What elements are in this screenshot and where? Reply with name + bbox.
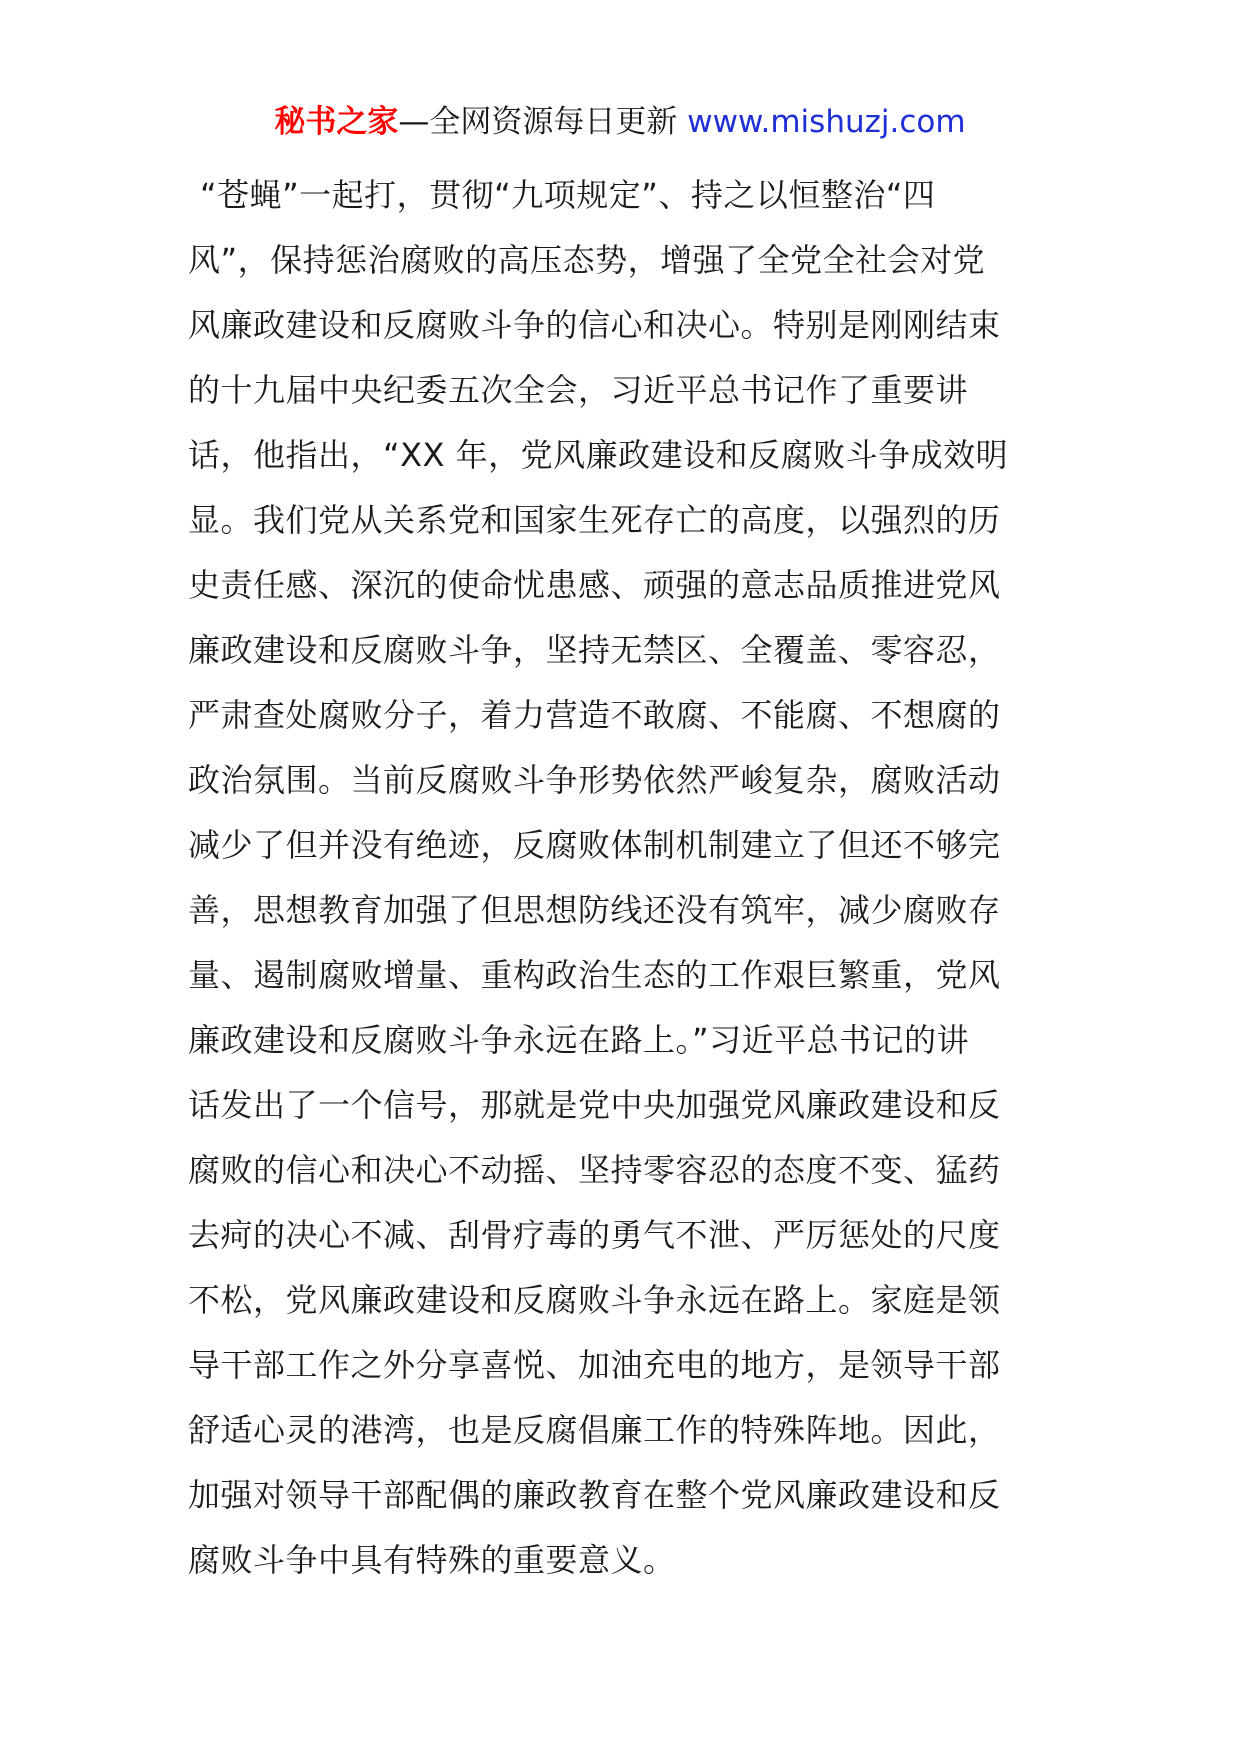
text-line: 史责任感、深沉的使命忧患感、顽强的意志品质推进党风 (188, 566, 1001, 604)
site-url-link[interactable]: www.mishuzj.com (687, 104, 966, 140)
text-line: 去疴的决心不减、刮骨疗毒的勇气不泄、严厉惩处的尺度 (188, 1216, 1001, 1254)
text-line: 量、遏制腐败增量、重构政治生态的工作艰巨繁重，党风 (188, 956, 1001, 994)
text-line: 政治氛围。当前反腐败斗争形势依然严峻复杂，腐败活动 (188, 761, 1001, 799)
text-line: 加强对领导干部配偶的廉政教育在整个党风廉政建设和反 (188, 1476, 1001, 1514)
text-line: 导干部工作之外分享喜悦、加油充电的地方，是领导干部 (188, 1346, 1001, 1384)
text-line: 话，他指出，“XX 年，党风廉政建设和反腐败斗争成效明 (188, 436, 1009, 474)
text-line: 廉政建设和反腐败斗争永远在路上。”习近平总书记的讲 (188, 1021, 970, 1059)
text-line: 腐败的信心和决心不动摇、坚持零容忍的态度不变、猛药 (188, 1151, 1001, 1189)
text-line: 严肃查处腐败分子，着力营造不敢腐、不能腐、不想腐的 (188, 696, 1001, 734)
text-line: 廉政建设和反腐败斗争，坚持无禁区、全覆盖、零容忍， (188, 631, 1001, 669)
site-brand: 秘书之家 (274, 104, 399, 140)
text-line: 显。我们党从关系党和国家生死存亡的高度，以强烈的历 (188, 501, 1001, 539)
document-body (188, 163, 1058, 1593)
site-tagline: —全网资源每日更新 (398, 104, 688, 140)
text-line: 风”，保持惩治腐败的高压态势，增强了全党全社会对党 (188, 241, 986, 279)
text-line: 不松，党风廉政建设和反腐败斗争永远在路上。家庭是领 (188, 1281, 1001, 1319)
text-line: 腐败斗争中具有特殊的重要意义。 (188, 1541, 676, 1579)
text-line: 减少了但并没有绝迹，反腐败体制机制建立了但还不够完 (188, 826, 1001, 864)
text-line: 风廉政建设和反腐败斗争的信心和决心。特别是刚刚结束 (188, 306, 1001, 344)
text-line: 的十九届中央纪委五次全会，习近平总书记作了重要讲 (188, 371, 969, 409)
text-line: 善，思想教育加强了但思想防线还没有筑牢，减少腐败存 (188, 891, 1001, 929)
text-line: 话发出了一个信号，那就是党中央加强党风廉政建设和反 (188, 1086, 1001, 1124)
page-header (0, 100, 1240, 144)
text-line: “苍蝇”一起打，贯彻“九项规定”、持之以恒整治“四 (200, 176, 936, 214)
text-line: 舒适心灵的港湾，也是反腐倡廉工作的特殊阵地。因此， (188, 1411, 1001, 1449)
